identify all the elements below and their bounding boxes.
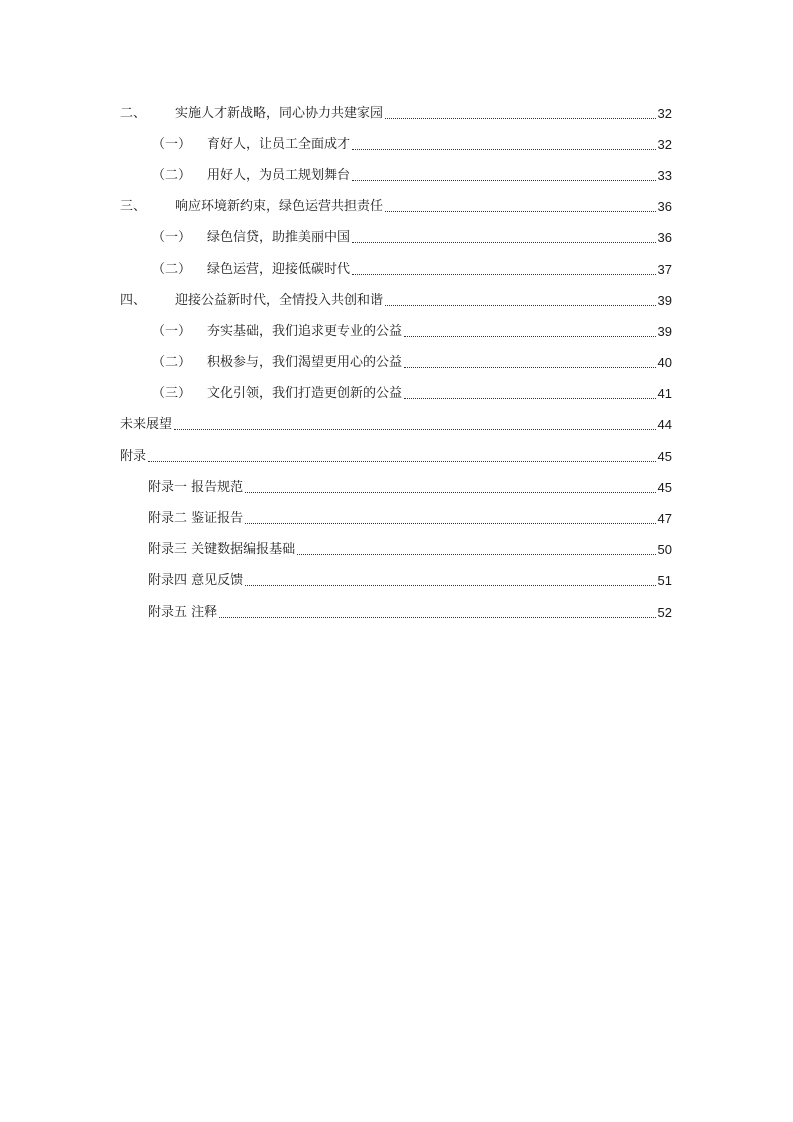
- toc-entry[interactable]: [120, 193, 672, 215]
- toc-entry-number: （二）: [152, 355, 192, 370]
- dot-leader: [385, 305, 656, 306]
- toc-entry[interactable]: [152, 162, 672, 184]
- dot-leader: [174, 429, 656, 430]
- toc-entry-page: 45: [657, 480, 672, 495]
- toc-entry[interactable]: [120, 411, 672, 433]
- toc-entry-page: 39: [657, 324, 672, 339]
- toc-entry[interactable]: [148, 474, 672, 496]
- dot-leader: [352, 274, 656, 275]
- toc-entry-title: 实施人才新战略，同心协力共建家园: [175, 106, 384, 121]
- toc-entry-title: 附录: [120, 449, 147, 464]
- toc-entry-page: 36: [657, 199, 672, 214]
- toc-entry[interactable]: [148, 536, 672, 558]
- dot-leader: [385, 211, 656, 212]
- toc-entry-title: 夯实基础，我们追求更专业的公益: [207, 324, 403, 339]
- toc-entry[interactable]: [120, 443, 672, 465]
- toc-entry-page: 45: [657, 449, 672, 464]
- toc-entry-title: 文化引领，我们打造更创新的公益: [207, 386, 403, 401]
- toc-entry-page: 39: [657, 293, 672, 308]
- toc-entry-page: 36: [657, 230, 672, 245]
- toc-entry-page: 40: [657, 355, 672, 370]
- dot-leader: [404, 336, 656, 337]
- toc-entry-page: 37: [657, 262, 672, 277]
- toc-entry-title: 响应环境新约束，绿色运营共担责任: [175, 199, 384, 214]
- dot-leader: [297, 554, 655, 555]
- toc-entry[interactable]: [120, 287, 672, 309]
- toc-entry-number: 三、: [120, 199, 147, 214]
- toc-entry-page: 44: [657, 417, 672, 432]
- toc-entry-number: （一）: [152, 230, 192, 245]
- toc-entry[interactable]: [152, 318, 672, 340]
- toc-entry-title: 附录二 鉴证报告: [148, 511, 244, 526]
- toc-entry[interactable]: [148, 505, 672, 527]
- toc-entry-title: 迎接公益新时代，全情投入共创和谐: [175, 293, 384, 308]
- dot-leader: [404, 398, 656, 399]
- toc-entry-title: 附录四 意见反馈: [148, 573, 244, 588]
- dot-leader: [148, 461, 656, 462]
- toc-entry-title: 用好人，为员工规划舞台: [207, 168, 351, 183]
- dot-leader: [352, 242, 656, 243]
- toc-entry-number: （三）: [152, 386, 192, 401]
- toc-entry-title: 育好人，让员工全面成才: [207, 137, 351, 152]
- dot-leader: [385, 118, 656, 119]
- toc-entry-number: （一）: [152, 137, 192, 152]
- toc-entry-page: 32: [657, 137, 672, 152]
- toc-entry-number: 二、: [120, 106, 147, 121]
- toc-entry-title: 附录三 关键数据编报基础: [148, 542, 296, 557]
- toc-entry-page: 51: [657, 573, 672, 588]
- toc-entry-title: 未来展望: [120, 417, 173, 432]
- dot-leader: [219, 617, 655, 618]
- dot-leader: [245, 585, 655, 586]
- toc-entry[interactable]: [148, 567, 672, 589]
- dot-leader: [352, 149, 656, 150]
- toc-entry-page: 52: [657, 605, 672, 620]
- dot-leader: [245, 523, 655, 524]
- toc-entry-number: （二）: [152, 168, 192, 183]
- toc-entry-page: 47: [657, 511, 672, 526]
- toc-entry-page: 50: [657, 542, 672, 557]
- toc-entry-title: 绿色信贷，助推美丽中国: [207, 230, 351, 245]
- toc-entry[interactable]: [152, 224, 672, 246]
- toc-entry-number: 四、: [120, 293, 147, 308]
- dot-leader: [245, 492, 655, 493]
- toc-entry-number: （一）: [152, 324, 192, 339]
- toc-entry-title: 附录一 报告规范: [148, 480, 244, 495]
- toc-entry-title: 积极参与，我们渴望更用心的公益: [207, 355, 403, 370]
- toc-entry-page: 32: [657, 106, 672, 121]
- toc-entry[interactable]: [120, 100, 672, 122]
- toc-entry[interactable]: [152, 349, 672, 371]
- toc-entry-page: 41: [657, 386, 672, 401]
- toc-entry-title: 绿色运营，迎接低碳时代: [207, 262, 351, 277]
- toc-entry[interactable]: [148, 599, 672, 621]
- dot-leader: [352, 180, 656, 181]
- dot-leader: [404, 367, 656, 368]
- toc-entry-number: （二）: [152, 262, 192, 277]
- toc-entry[interactable]: [152, 380, 672, 402]
- toc-entry-title: 附录五 注释: [148, 605, 218, 620]
- toc-entry[interactable]: [152, 256, 672, 278]
- toc-entry-page: 33: [657, 168, 672, 183]
- toc-entry[interactable]: [152, 131, 672, 153]
